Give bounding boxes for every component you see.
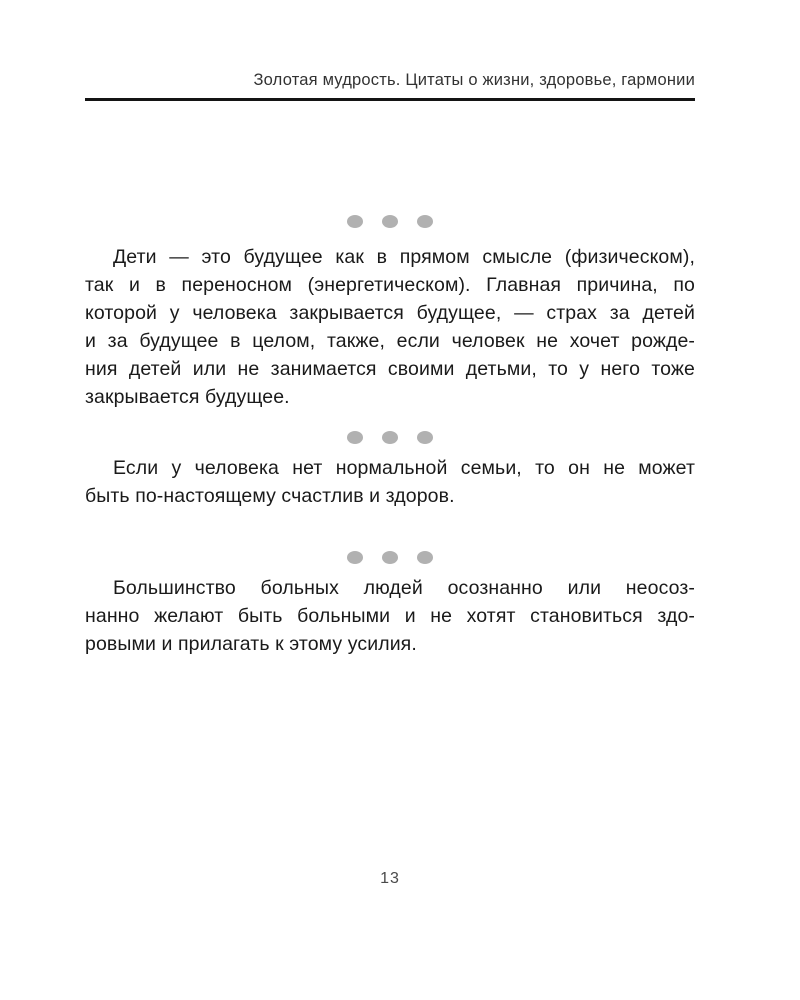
dot-icon xyxy=(417,551,433,564)
dot-icon xyxy=(382,215,398,228)
text-line: ровыми и прилагать к этому усилия. xyxy=(85,632,417,655)
text-line: так и в переносном (энергетическом). Главная причина, по xyxy=(85,273,695,296)
text-line: нанно желают быть больными и не хотят становиться здо- xyxy=(85,604,695,627)
dot-icon xyxy=(417,215,433,228)
three-dots-separator-icon xyxy=(85,431,695,444)
running-header-title: Золотая мудрость. Цитаты о жизни, здоровье, гармонии xyxy=(253,71,695,89)
text-line: Дети — это будущее как в прямом смысле (физическом), xyxy=(113,245,695,268)
three-dots-separator-icon xyxy=(85,551,695,564)
quote-paragraph xyxy=(85,243,695,411)
three-dots-separator-icon xyxy=(85,215,695,228)
text-line: и за будущее в целом, также, если человек не хочет рожде- xyxy=(85,329,695,352)
quote-paragraph xyxy=(85,574,695,658)
text-line: Большинство больных людей осознанно или неосоз- xyxy=(113,576,695,599)
page-content xyxy=(85,0,695,658)
dot-icon xyxy=(347,431,363,444)
text-line: закрывается будущее. xyxy=(85,385,290,408)
page-number: 13 xyxy=(380,870,400,887)
quote-paragraph xyxy=(85,454,695,510)
header-rule xyxy=(85,98,695,101)
text-line: которой у человека закрывается будущее, — страх за детей xyxy=(85,301,695,324)
text-line: Если у человека нет нормальной семьи, то он не может xyxy=(113,456,695,479)
running-header xyxy=(85,0,695,101)
dot-icon xyxy=(347,551,363,564)
dot-icon xyxy=(382,431,398,444)
text-line: ния детей или не занимается своими детьми, то у него тоже xyxy=(85,357,695,380)
dot-icon xyxy=(382,551,398,564)
dot-icon xyxy=(347,215,363,228)
text-line: быть по-настоящему счастлив и здоров. xyxy=(85,484,455,507)
dot-icon xyxy=(417,431,433,444)
